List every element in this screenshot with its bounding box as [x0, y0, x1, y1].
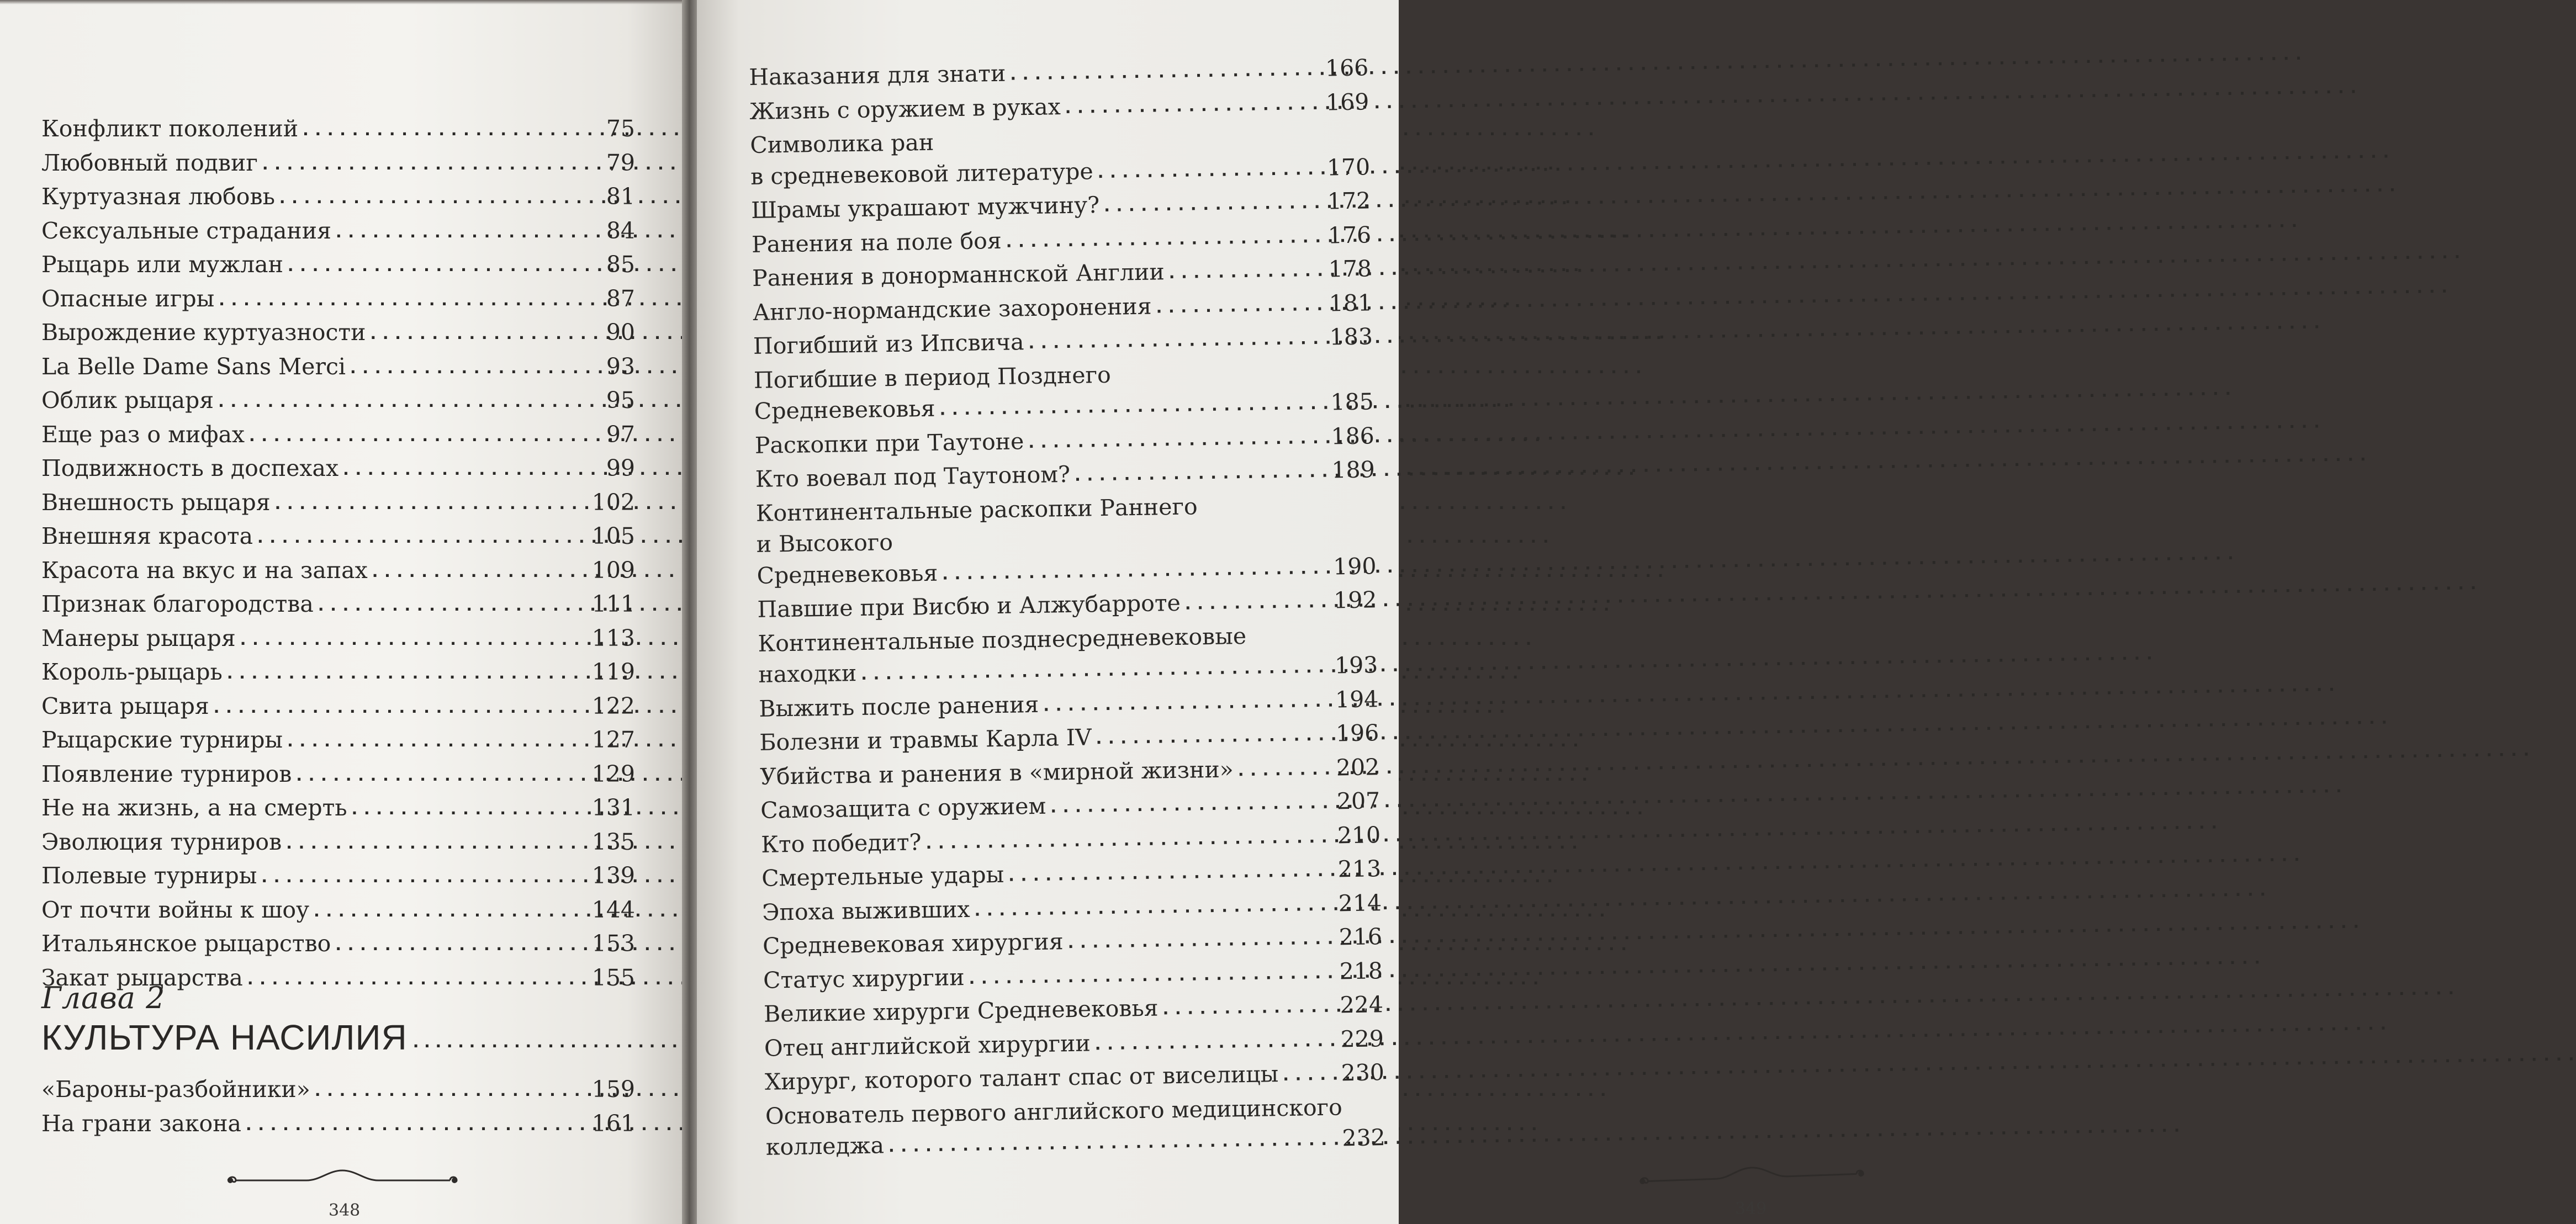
toc-entry	[41, 759, 635, 793]
dot-leader	[261, 859, 588, 893]
dot-leader	[1162, 988, 1337, 1025]
toc-entry-page-number: 155	[591, 964, 635, 991]
toc-entry-title: Средневековая хирургия	[762, 928, 1064, 960]
dot-leader	[240, 622, 589, 656]
toc-list-after-chapter	[41, 1074, 635, 1142]
toc-entry	[41, 385, 635, 419]
toc-entry-page-number: 102	[591, 489, 635, 516]
toc-entry-title: Болезни и травмы Карла IV	[759, 724, 1092, 756]
toc-entry-title: Наказания для знати	[749, 60, 1006, 91]
toc-entry	[41, 1074, 635, 1108]
toc-entry-title: Жизнь с оружием в руках	[749, 93, 1061, 125]
toc-entry-page-number: 93	[606, 353, 635, 380]
toc-entry-title: Эпоха выживших	[761, 896, 970, 926]
toc-entry-title: Отец английской хирургии	[764, 1030, 1091, 1062]
toc-entry-title: На грани закона	[41, 1110, 241, 1137]
toc-entry	[41, 453, 635, 487]
toc-entry-title: Рыцарские турниры	[41, 727, 283, 753]
toc-entry-page-number: 232	[1342, 1124, 1386, 1152]
toc-list-right	[749, 52, 1385, 1165]
toc-entry	[41, 792, 635, 826]
toc-entry-page-number: 213	[1337, 855, 1382, 883]
toc-entry-title: колледжа	[765, 1132, 885, 1161]
toc-entry-page-number: 189	[1331, 456, 1376, 484]
dot-leader	[1104, 185, 1325, 222]
toc-entry-page-number: 178	[1328, 255, 1372, 283]
toc-entry-title: Средневековья	[754, 395, 935, 425]
toc-entry	[41, 147, 635, 182]
toc-entry	[41, 351, 635, 385]
dot-leader	[352, 791, 589, 825]
toc-entry-page-number: 129	[591, 760, 635, 787]
dot-leader	[262, 146, 603, 181]
toc-entry-title: Рыцарь или мужлан	[41, 251, 283, 278]
toc-entry-page-number: 113	[591, 624, 635, 651]
toc-entry-page-number: 79	[606, 149, 635, 176]
dot-leader	[350, 350, 603, 384]
toc-entry-title: «Бароны-разбойники»	[41, 1076, 310, 1103]
toc-entry-page-number: 166	[1325, 54, 1369, 82]
toc-entry-title: Самозащита с оружием	[760, 792, 1046, 824]
dot-leader	[227, 655, 589, 690]
toc-entry-page-number: 99	[606, 455, 635, 481]
toc-entry-page-number: 122	[591, 692, 635, 719]
dot-leader	[1168, 253, 1325, 289]
dot-leader	[1050, 785, 1334, 824]
toc-entry-title: Континентальные позднесредневековые	[758, 622, 1247, 657]
toc-entry-title: Внешность рыцаря	[41, 489, 271, 516]
toc-entry	[41, 826, 635, 861]
toc-entry-title: Еще раз о мифах	[41, 421, 245, 448]
dot-leader	[303, 112, 603, 146]
dot-leader	[287, 723, 589, 757]
toc-entry-page-number: 161	[591, 1110, 635, 1137]
toc-entry-page-number: 181	[1329, 289, 1373, 317]
toc-entry-title: находки	[758, 660, 857, 688]
toc-entry	[41, 860, 635, 894]
toc-entry-page-number: 131	[591, 794, 635, 821]
dot-leader	[286, 825, 589, 860]
toc-entry-title: Основатель первого английского медицинского	[765, 1093, 1343, 1130]
toc-entry-page-number: 84	[606, 217, 635, 244]
ornament-flourish	[224, 1166, 461, 1188]
toc-entry-page-number: 190	[1332, 552, 1377, 580]
dot-leader	[1156, 287, 1326, 323]
toc-entry	[41, 555, 635, 589]
toc-entry-page-number: 127	[591, 727, 635, 753]
toc-entry-page-number: 196	[1335, 719, 1379, 747]
right-page	[697, 0, 1767, 1224]
dot-leader	[1043, 683, 1332, 722]
toc-entry-title: Ранения в донорманнской Англии	[752, 258, 1165, 292]
toc-entry-page-number: 135	[591, 828, 635, 855]
page-top-shadow	[0, 0, 682, 4]
toc-entry-title: Выжить после ранения	[759, 691, 1039, 722]
toc-entry-title: Кто воевал под Таутоном?	[755, 460, 1071, 492]
toc-entry	[41, 317, 635, 351]
chapter-heading	[41, 1017, 635, 1058]
toc-entry-title: Полевые турниры	[41, 862, 257, 889]
toc-entry-title: Закат рыцарства	[41, 964, 243, 991]
toc-entry	[41, 487, 635, 521]
toc-entry	[41, 623, 635, 657]
toc-entry	[41, 724, 635, 759]
dot-leader	[288, 248, 603, 282]
toc-entry-page-number: 194	[1335, 685, 1379, 713]
toc-entry-title: Средневековья	[757, 559, 938, 589]
dot-leader	[249, 418, 603, 452]
toc-entry-page-number: 202	[1336, 753, 1380, 781]
chapter-title: КУЛЬТУРА НАСИЛИЯ	[41, 1018, 408, 1057]
toc-entry	[41, 589, 635, 623]
toc-entry-title: Вырождение куртуазности	[41, 319, 366, 346]
toc-entry	[41, 928, 635, 962]
dot-leader	[279, 180, 603, 214]
toc-entry-page-number: 159	[591, 1076, 635, 1103]
dot-leader	[1010, 52, 1323, 91]
dot-leader	[1237, 751, 1333, 786]
dot-leader	[1283, 1056, 1338, 1091]
dot-leader	[1065, 86, 1323, 124]
toc-entry-title: Облик рыцаря	[41, 387, 214, 414]
toc-entry	[41, 521, 635, 555]
toc-entry-title: Появление турниров	[41, 760, 292, 787]
toc-entry-page-number: 95	[606, 387, 635, 414]
toc-entry-title: Признак благородства	[41, 591, 314, 617]
dot-leader	[1075, 454, 1329, 492]
toc-entry	[41, 249, 635, 283]
toc-entry-page-number: 216	[1339, 923, 1383, 951]
toc-entry-title: Убийства и ранения в «мирной жизни»	[759, 755, 1234, 790]
toc-entry-title: Не на жизнь, а на смерть	[41, 794, 347, 821]
toc-entry	[41, 894, 635, 929]
toc-entry-page-number: 210	[1337, 821, 1381, 849]
page-number-left: 348	[329, 1201, 361, 1220]
toc-entry-title: Свита рыцаря	[41, 692, 209, 719]
toc-entry-title: Статус хирургии	[763, 963, 965, 994]
toc-entry	[41, 419, 635, 453]
toc-entry	[41, 1108, 635, 1142]
toc-entry-title: Смертельные удары	[761, 861, 1004, 892]
dot-leader	[1097, 151, 1324, 188]
dot-leader	[275, 486, 589, 520]
dot-leader	[336, 214, 603, 248]
toc-entry	[41, 113, 635, 147]
toc-entry-page-number: 186	[1331, 422, 1375, 450]
dot-leader	[1096, 717, 1332, 755]
toc-entry-page-number: 170	[1326, 153, 1371, 181]
toc-entry	[41, 283, 635, 317]
toc-entry-title: Континентальные раскопки Раннего	[755, 492, 1198, 527]
toc-entry-page-number: 230	[1341, 1059, 1385, 1087]
toc-entry-title: в средневековой литературе	[750, 157, 1094, 190]
dot-leader	[1094, 1022, 1337, 1060]
toc-entry-page-number: 75	[606, 115, 635, 142]
toc-entry-title: Сексуальные страдания	[41, 217, 331, 244]
toc-list-left	[41, 113, 635, 996]
toc-entry	[41, 656, 635, 691]
toc-entry-title: Англо-нормандские захоронения	[752, 293, 1152, 326]
toc-entry-page-number: 139	[591, 862, 635, 889]
toc-entry-title: Внешняя красота	[41, 523, 253, 549]
toc-entry-title: Погибшие в период Позднего	[753, 361, 1112, 394]
toc-entry-page-number: 172	[1327, 187, 1371, 215]
toc-entry-title: и Высокого	[756, 529, 893, 558]
toc-entry-title: От почти войны к шоу	[41, 896, 310, 923]
toc-entry-page-number: 109	[591, 557, 635, 584]
toc-entry-page-number: 176	[1327, 221, 1372, 249]
toc-entry-page-number: 185	[1330, 388, 1374, 416]
toc-entry-page-number: 218	[1339, 957, 1383, 984]
dot-leader	[335, 927, 588, 961]
dot-leader	[296, 757, 588, 792]
toc-entry	[41, 215, 635, 250]
toc-entry-title: Символика ран	[749, 129, 934, 158]
dot-leader	[370, 316, 602, 350]
toc-entry-page-number: 85	[606, 251, 635, 278]
toc-entry-page-number: 144	[591, 896, 635, 923]
dot-leader	[314, 893, 589, 928]
dot-leader	[218, 384, 603, 418]
toc-entry-page-number: 87	[606, 285, 635, 312]
dot-leader	[925, 819, 1334, 859]
toc-entry-title: Итальянское рыцарство	[41, 930, 331, 957]
dot-leader	[1028, 321, 1326, 359]
dot-leader	[974, 887, 1335, 926]
toc-entry-title: Красота на вкус и на запах	[41, 557, 368, 584]
toc-entry-page-number: 192	[1333, 586, 1377, 614]
toc-entry-page-number: 229	[1340, 1025, 1384, 1052]
dot-leader	[214, 690, 589, 724]
toc-entry-title: Великие хирурги Средневековья	[763, 994, 1159, 1027]
toc-entry-title: Кто победит?	[760, 828, 922, 858]
chapter-label: Глава 2	[41, 981, 166, 1015]
dot-leader	[1184, 584, 1330, 621]
toc-entry-page-number: 169	[1325, 88, 1369, 116]
toc-entry-title: Раскопки при Таутоне	[754, 427, 1024, 459]
dot-leader	[939, 386, 1327, 426]
toc-entry-page-number: 183	[1329, 323, 1373, 351]
toc-entry-page-number: 97	[606, 421, 635, 448]
dot-leader	[969, 955, 1336, 994]
dot-leader	[1008, 853, 1335, 892]
toc-entry-title: Хирург, которого талант спас от виселицы	[764, 1061, 1279, 1095]
toc-entry-title: Ранения на поле боя	[751, 227, 1002, 258]
dot-leader	[246, 1107, 589, 1141]
dot-leader	[219, 282, 603, 316]
dot-leader	[257, 520, 589, 554]
dot-leader	[1006, 219, 1325, 258]
toc-entry-page-number: 119	[591, 659, 635, 685]
dot-leader	[888, 1121, 1339, 1162]
toc-entry-title: La Belle Dame Sans Merci	[41, 353, 346, 380]
dot-leader	[315, 1073, 589, 1107]
toc-entry-title: Погибший из Ипсвича	[753, 328, 1024, 359]
toc-entry-page-number: 207	[1336, 787, 1380, 815]
toc-entry-title: Подвижность в доспехах	[41, 455, 339, 481]
toc-entry-page-number: 214	[1338, 889, 1382, 916]
toc-entry-page-number: 153	[591, 930, 635, 957]
toc-entry-title: Куртуазная любовь	[41, 183, 275, 210]
book-gutter	[682, 0, 697, 1224]
toc-entry-title: Эволюция турниров	[41, 828, 282, 855]
toc-entry-page-number: 224	[1340, 991, 1384, 1019]
toc-entry	[41, 181, 635, 215]
dot-leader	[247, 961, 589, 995]
toc-entry-page-number: 111	[591, 591, 635, 617]
toc-entry-page-number: 81	[606, 183, 635, 210]
toc-entry-title: Павшие при Висбю и Алжубарроте	[757, 589, 1181, 623]
dot-leader	[318, 587, 589, 622]
page-number-right: 349	[1735, 1199, 1767, 1218]
toc-entry-title: Опасные игры	[41, 285, 215, 312]
toc-entry-page-number: 105	[591, 523, 635, 549]
dot-leader	[1067, 921, 1336, 959]
toc-entry-page-number: 193	[1334, 651, 1378, 679]
toc-entry-title: Манеры рыцаря	[41, 624, 236, 651]
dot-leader	[1028, 420, 1328, 458]
dot-leader	[942, 550, 1330, 590]
toc-entry	[41, 691, 635, 725]
ornament-flourish	[1635, 1158, 1868, 1189]
toc-entry-title: Любовный подвиг	[41, 149, 258, 176]
dot-leader	[343, 452, 603, 486]
toc-entry-title: Конфликт поколений	[41, 115, 299, 142]
toc-entry-title: Шрамы украшают мужчину?	[750, 192, 1100, 224]
toc-entry-page-number: 90	[606, 319, 635, 346]
dot-leader	[372, 554, 589, 588]
toc-entry-title: Король-рыцарь	[41, 659, 223, 685]
left-page	[0, 0, 682, 1224]
